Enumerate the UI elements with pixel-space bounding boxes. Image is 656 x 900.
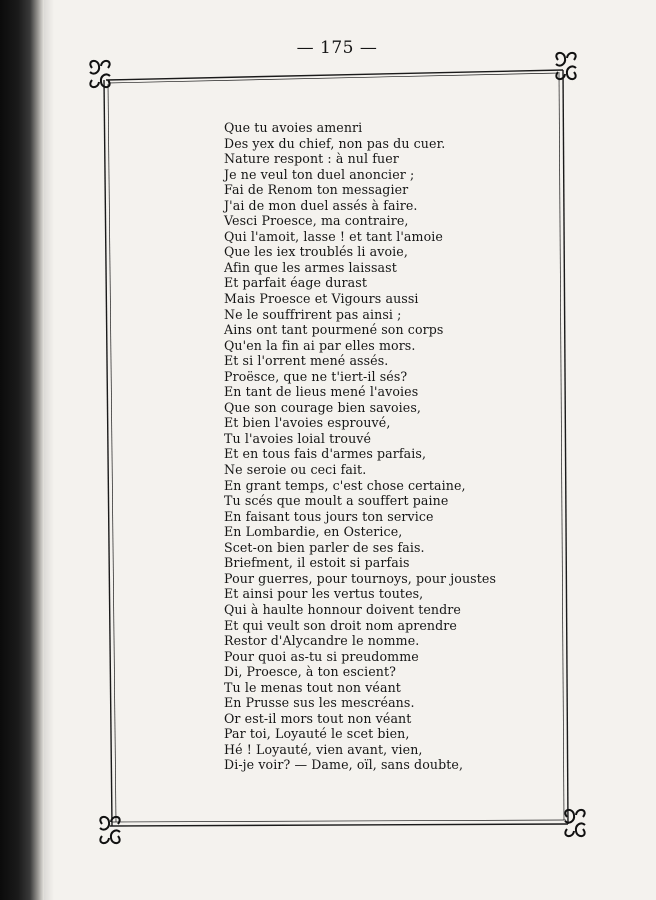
verse-line: J'ai de mon duel assés à faire. [224,197,418,213]
verse-line: Que les iex troublés li avoie, [224,244,408,260]
verse-line: En Prusse sus les mescréans. [224,695,415,711]
verse-line: Par toi, Loyauté le scet bien, [224,726,410,742]
verse-line: En faisant tous jours ton service [224,508,434,524]
verse-line: Et en tous fais d'armes parfais, [224,446,427,462]
verse-line: Qu'en la fin ai par elles mors. [224,337,416,353]
verse-line: Di-je voir? — Dame, oïl, sans doubte, [224,757,464,773]
fleuron-scroll-icon [90,61,110,87]
verse-line: Qui à haulte honnour doivent tendre [224,601,461,617]
verse-line: Tu scés que moult a souffert paine [224,493,449,509]
verse-line: Ne seroie ou ceci fait. [224,462,367,478]
verse-line: En grant temps, c'est chose certaine, [224,477,466,493]
verse-line: En tant de lieus mené l'avoies [224,384,419,400]
verse-line: Di, Proesce, à ton escient? [224,664,396,680]
verse-line: Scet-on bien parler de ses fais. [224,539,425,555]
verse-line: Briefment, il estoit si parfais [224,555,410,571]
verse-line: Tu l'avoies loial trouvé [224,430,372,446]
verse-line: Or est-il mors tout non véant [224,710,412,726]
fleuron-scroll-icon [100,817,120,843]
verse-line: Et parfait éage durast [224,275,368,291]
verse-line: Ains ont tant pourmené son corps [224,322,444,338]
frame-left-line [104,80,112,826]
frame-bottom-line [110,824,568,826]
verse-line: Des yex du chief, non pas du cuer. [224,135,446,151]
verse-line: Restor d'Alycandre le nomme. [224,633,420,649]
verse-line: Afin que les armes laissast [224,259,397,275]
verse-line: Mais Proesce et Vigours aussi [224,291,419,307]
verse-line: Et ainsi pour les vertus toutes, [224,586,424,602]
verse-line: Vesci Proesce, ma contraire, [224,213,409,229]
verse-line: Fai de Renom ton messagier [224,182,409,198]
verse-line: Tu le menas tout non véant [224,679,401,695]
verse-line: Je ne veul ton duel anoncier ; [224,166,415,182]
verse-line: Hé ! Loyauté, vien avant, vien, [224,741,423,757]
verse-line: Que tu avoies amenri [224,120,363,135]
verse-line: Et bien l'avoies esprouvé, [224,415,391,431]
verse-line: Qui l'amoit, lasse ! et tant l'amoie [224,228,443,244]
verse-line: Et si l'orrent mené assés. [224,353,389,369]
verse-line: Pour guerres, pour tournoys, pour joustes [224,570,497,586]
verse-line: Pour quoi as-tu si preudomme [224,648,419,664]
verse-line: Proësce, que ne t'iert-il sés? [224,368,408,384]
verse-line: En Lombardie, en Osterice, [224,524,403,540]
poem-verse [224,120,496,773]
page-number: — 175 — [296,38,378,58]
verse-line: Ne le souffrirent pas ainsi ; [224,306,402,322]
frame-top-line [106,70,563,80]
verse-line: Nature respont : à nul fuer [224,151,399,167]
verse-line: Que son courage bien savoies, [224,399,422,415]
frame-right-line [563,70,568,824]
verse-line: Et qui veult son droit nom aprendre [224,617,457,633]
